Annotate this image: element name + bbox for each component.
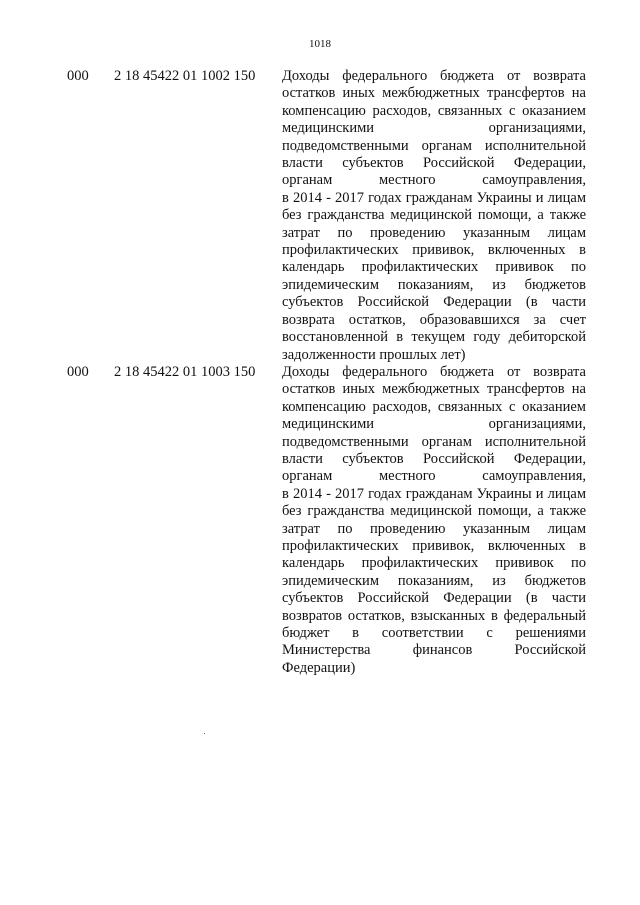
description-line: остатков иных межбюджетных трансфертов на	[282, 381, 586, 398]
description-line: в 2014 - 2017 годах гражданам Украины и лицам	[282, 189, 586, 206]
description-line: Министерства финансов Российской	[282, 642, 586, 659]
description-line: компенсацию расходов, связанных с оказанием	[282, 398, 586, 415]
description-line: профилактических прививок, включенных в	[282, 537, 586, 554]
description-line: Федерации)	[282, 659, 356, 676]
revenue-description	[282, 68, 586, 364]
description-line: субъектов Российской Федерации (в части	[282, 590, 586, 607]
description-line: власти субъектов Российской Федерации,	[282, 155, 586, 172]
revenue-description	[282, 364, 586, 677]
description-line: задолженности прошлых лет)	[282, 346, 466, 363]
description-line: профилактических прививок, включенных в	[282, 242, 586, 259]
description-line: подведомственными органам исполнительной	[282, 433, 586, 450]
description-line: подведомственными органам исполнительной	[282, 137, 586, 154]
description-line: медицинскими организациями,	[282, 416, 586, 433]
description-line: затрат по проведению указанным лицам	[282, 224, 586, 241]
description-line: бюджет в соответствии с решениями	[282, 625, 586, 641]
budget-codes-table	[0, 68, 640, 677]
description-line: компенсацию расходов, связанных с оказанием	[282, 102, 586, 119]
description-line: без гражданства медицинской помощи, а также	[282, 503, 586, 520]
description-line: без гражданства медицинской помощи, а также	[282, 207, 586, 224]
administrator-code: 000	[67, 68, 89, 84]
description-line: затрат по проведению указанным лицам	[282, 520, 586, 537]
description-line: эпидемическим показаниям, из бюджетов	[282, 276, 586, 293]
description-line: Доходы федерального бюджета от возврата	[282, 363, 586, 380]
description-line: субъектов Российской Федерации (в части	[282, 294, 586, 311]
description-line: календарь профилактических прививок по	[282, 259, 586, 276]
page-number: 1018	[309, 38, 331, 50]
description-line: эпидемическим показаниям, из бюджетов	[282, 572, 586, 589]
description-line: органам местного самоуправления,	[282, 172, 586, 189]
description-line: возврата остатков, образовавшихся за счет	[282, 311, 586, 328]
description-line: органам местного самоуправления,	[282, 468, 586, 485]
description-line: власти субъектов Российской Федерации,	[282, 450, 586, 467]
description-line: остатков иных межбюджетных трансфертов на	[282, 85, 586, 102]
description-line: медицинскими организациями,	[282, 120, 586, 137]
description-line: календарь профилактических прививок по	[282, 555, 586, 572]
administrator-code: 000	[67, 363, 89, 380]
description-line: Доходы федерального бюджета от возврата	[282, 68, 586, 84]
budget-classification-code: 2 18 45422 01 1002 150	[114, 68, 256, 84]
description-line: возвратов остатков, взысканных в федеральный	[282, 607, 586, 624]
description-line: в 2014 - 2017 годах гражданам Украины и лицам	[282, 485, 586, 502]
table-row	[0, 68, 640, 364]
description-line: восстановленной в текущем году дебиторской	[282, 329, 586, 346]
table-row	[0, 364, 640, 677]
budget-classification-code: 2 18 45422 01 1003 150	[114, 363, 256, 380]
scan-speck	[204, 733, 205, 734]
